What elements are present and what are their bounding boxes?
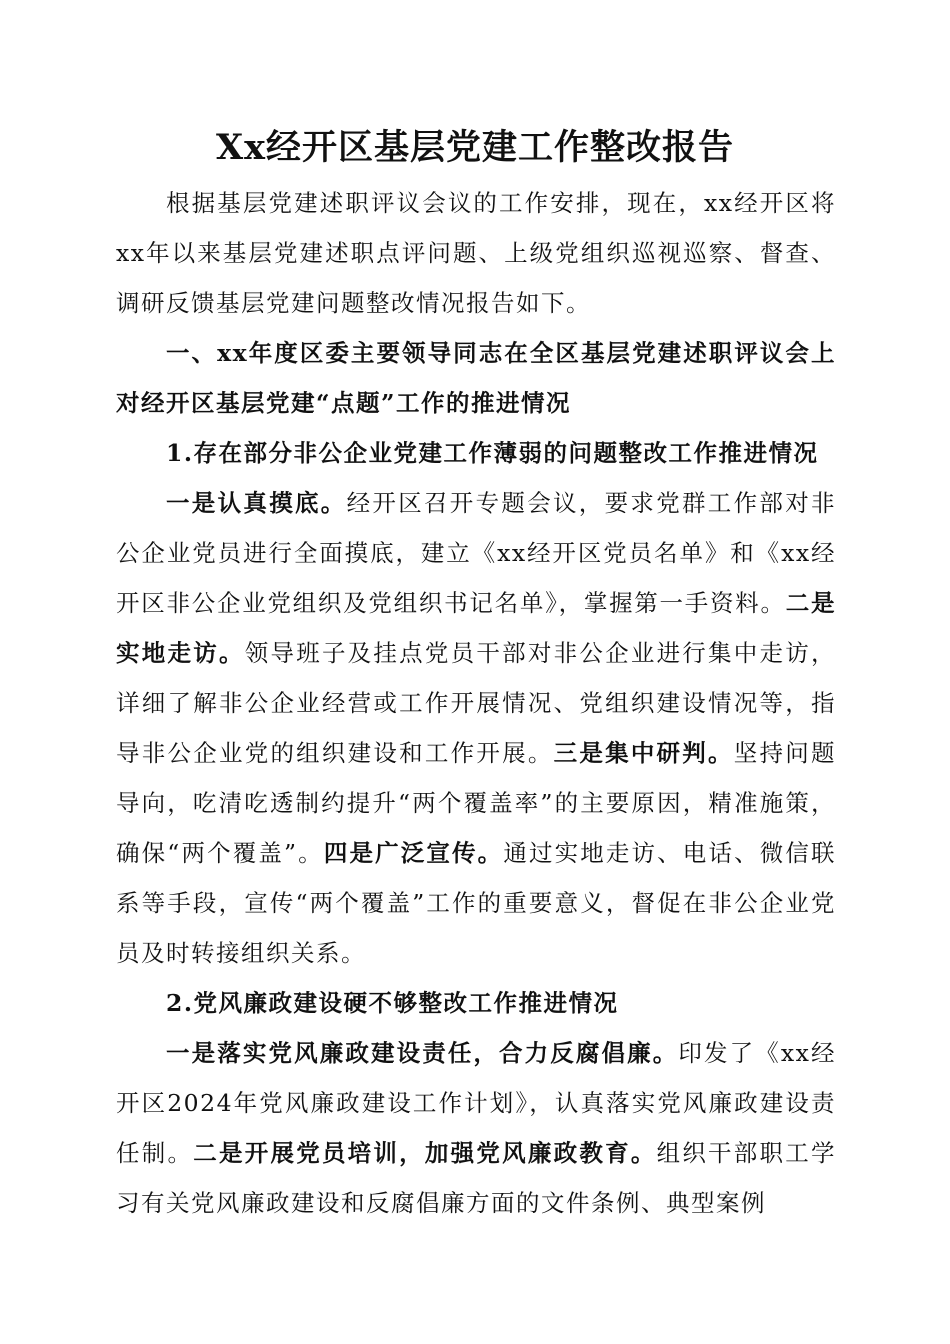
item1-paragraph — [116, 478, 836, 978]
intro-paragraph: 根据基层党建述职评议会议的工作安排，现在，xx经开区将xx年以来基层党建述职点评问题、上级党组织巡视巡察、督查、调研反馈基层党建问题整改情况报告如下。 — [116, 189, 836, 317]
item1-point2-label: 二是实地走访。 — [116, 589, 837, 667]
item1-point4-text: 通过实地走访、电话、微信联系等手段，宣传“两个覆盖”工作的重要意义，督促在非公企业党员及时转接组织关系。 — [116, 839, 837, 967]
section-heading: 一、xx年度区委主要领导同志在全区基层党建述职评议会上对经开区基层党建“点题”工作的推进情况 — [116, 339, 836, 417]
item1-point1-text: 经开区召开专题会议，要求党群工作部对非公企业党员进行全面摸底，建立《xx经开区党员名单》和《xx经开区非公企业党组织及党组织书记名单》，掌握第一手资料。 — [116, 489, 837, 617]
item1-point4-label: 四是广泛宣传。 — [323, 839, 504, 867]
document-title: Xx经开区基层党建工作整改报告 — [215, 127, 735, 168]
item1-point3-label: 三是集中研判。 — [553, 739, 734, 767]
document-body — [116, 178, 836, 1228]
item2-point1-label: 一是落实党风廉政建设责任，合力反腐倡廉。 — [166, 1039, 679, 1067]
item1-point2-text: 领导班子及挂点党员干部对非公企业进行集中走访，详细了解非公企业经营或工作开展情况、党组织建设情况等，指导非公企业党的组织建设和工作开展。 — [116, 639, 837, 767]
item2-point2-text: 组织干部职工学习有关党风廉政建设和反腐倡廉方面的文件条例、典型案例 — [116, 1139, 837, 1217]
item2-heading: 2.党风廉政建设硬不够整改工作推进情况 — [166, 989, 619, 1017]
item1-heading: 1.存在部分非公企业党建工作薄弱的问题整改工作推进情况 — [166, 439, 819, 467]
item2-point2-label: 二是开展党员培训，加强党风廉政教育。 — [193, 1139, 657, 1167]
item2-point1-text: 印发了《xx经开区2024年党风廉政建设工作计划》，认真落实党风廉政建设责任制。 — [116, 1039, 836, 1167]
item1-point3-text: 坚持问题导向，吃清吃透制约提升“两个覆盖率”的主要原因，精准施策，确保“两个覆盖”。 — [116, 739, 837, 867]
item1-point1-label: 一是认真摸底。 — [166, 489, 347, 517]
item2-paragraph — [116, 1028, 836, 1228]
